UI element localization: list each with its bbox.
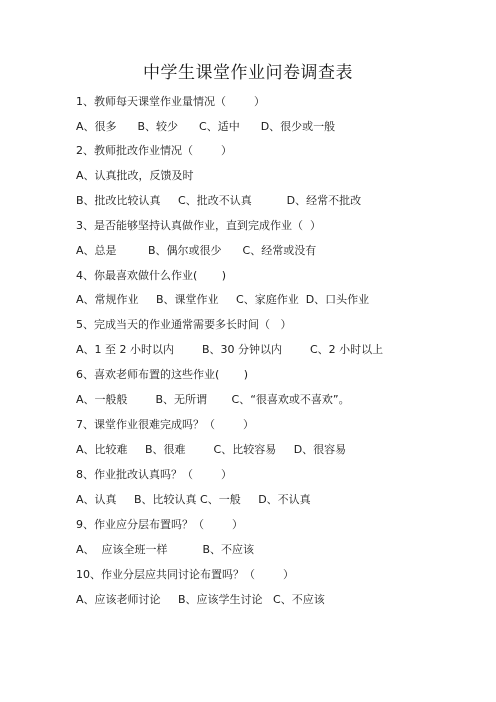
- question-8-options: A、认真 B、比较认真 C、一般 D、不认真: [76, 493, 311, 506]
- question-6: 6、喜欢老师布置的这些作业( ): [76, 368, 249, 381]
- question-9-options: A、 应该全班一样 B、不应该: [76, 543, 255, 556]
- question-1-options: A、很多 B、较少 C、适中 D、很少或一般: [76, 120, 336, 133]
- question-5: 5、完成当天的作业通常需要多长时间（ ）: [76, 318, 292, 331]
- question-3-options: A、总是 B、偶尔或很少 C、经常或没有: [76, 244, 317, 257]
- page-title: 中学生课堂作业问卷调查表: [143, 63, 353, 83]
- question-3: 3、是否能够坚持认真做作业，直到完成作业（ ）: [76, 219, 321, 232]
- question-10-options: A、应该老师讨论 B、应该学生讨论 C、不应该: [76, 593, 325, 606]
- question-5-options: A、1 至 2 小时以内 B、30 分钟以内 C、2 小时以上: [76, 343, 384, 356]
- question-9: 9、作业应分层布置吗？（ ）: [76, 518, 243, 531]
- question-2-options-bcd: B、批改比较认真 C、批改不认真 D、经常不批改: [76, 194, 362, 207]
- question-10: 10、作业分层应共同讨论布置吗？（ ）: [76, 568, 294, 581]
- question-7-options: A、比较难 B、很难 C、比较容易 D、很容易: [76, 443, 347, 456]
- question-2-option-a: A、认真批改，反馈及时: [76, 169, 194, 182]
- question-4-options: A、常规作业 B、课堂作业 C、家庭作业 D、口头作业: [76, 293, 370, 306]
- question-1: 1、教师每天课堂作业量情况（ ）: [76, 95, 265, 108]
- question-6-options: A、一般般 B、无所谓 C、“很喜欢或不喜欢”。: [76, 393, 350, 406]
- question-8: 8、作业批改认真吗？（ ）: [76, 468, 232, 481]
- question-4: 4、你最喜欢做什么作业( ): [76, 269, 227, 282]
- question-2: 2、教师批改作业情况（ ）: [76, 144, 232, 157]
- question-7: 7、课堂作业很难完成吗？（ ）: [76, 418, 254, 431]
